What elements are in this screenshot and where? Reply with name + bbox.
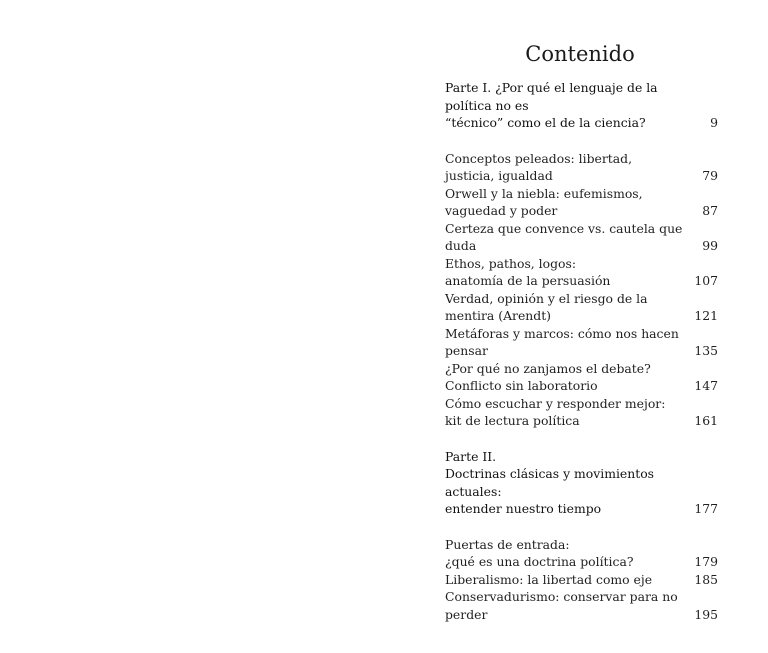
table-of-contents [445,79,718,623]
toc-part-heading [445,79,718,132]
toc-page-number: 107 [694,273,718,288]
toc-page-number: 185 [694,571,718,587]
toc-entry-title: Conservadurismo: conservar para no perder [445,589,678,622]
toc-entry [445,325,718,360]
toc-part-title: Parte I. ¿Por qué el lenguaje de la política no es “técnico” como el de la ciencia? [445,80,658,130]
toc-entry [445,255,718,290]
toc-entry-title: Puertas de entrada: ¿qué es una doctrina política? [445,536,634,569]
toc-page-number: 79 [702,168,718,183]
toc-entry [445,395,718,430]
toc-page-number: 121 [694,308,718,323]
toc-page-number: 177 [694,501,718,516]
toc-entry-title: Orwell y la niebla: eufemismos, vaguedad y poder [445,185,643,218]
toc-page-number: 195 [694,606,718,622]
toc-entry-title: Conceptos peleados: libertad, justicia, igualdad [445,150,633,183]
toc-entry [445,588,718,623]
toc-entry-title: Metáforas y marcos: cómo nos hacen pensar [445,325,679,358]
toc-page-number: 147 [694,378,718,393]
toc-entry-title: ¿Por qué no zanjamos el debate? Conflicto sin laboratorio [445,360,651,393]
toc-entry-title: Liberalismo: la libertad como eje [445,571,653,587]
toc-page-number: 161 [694,413,718,428]
toc-spacer [445,132,718,150]
toc-page-number: 179 [694,554,718,569]
toc-entry [445,185,718,220]
toc-spacer [445,518,718,536]
toc-entry [445,536,718,571]
toc-page-number: 9 [710,115,718,130]
toc-page-number: 99 [702,238,718,253]
toc-entry [445,150,718,185]
toc-entry [445,290,718,325]
toc-entry [445,220,718,255]
toc-spacer [445,430,718,448]
toc-page-number: 135 [694,343,718,358]
toc-entry-title: Certeza que convence vs. cautela que duda [445,220,683,253]
toc-entry-title: Ethos, pathos, logos: anatomía de la persuasión [445,255,611,288]
toc-page-number: 87 [702,203,718,218]
toc-part-heading [445,448,718,518]
toc-entry-title: Cómo escuchar y responder mejor: kit de lectura política [445,395,666,428]
toc-entry [445,571,718,589]
page-title: Contenido [525,42,635,66]
toc-entry [445,360,718,395]
toc-entry-title: Verdad, opinión y el riesgo de la mentira (Arendt) [445,290,648,323]
toc-part-title: Parte II. Doctrinas clásicas y movimientos actuales: entender nuestro tiempo [445,448,655,516]
